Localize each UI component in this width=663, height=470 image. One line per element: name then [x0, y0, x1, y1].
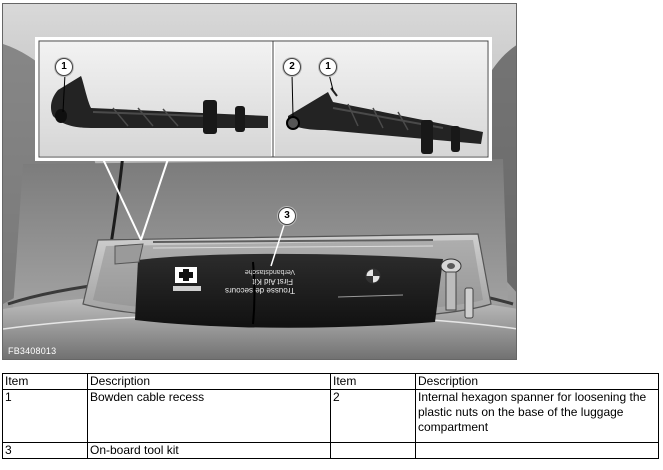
callout-1-left: 1 [55, 58, 73, 76]
cell-description: Bowden cable recess [88, 390, 331, 443]
header-description-a: Description [88, 374, 331, 390]
table-row [3, 390, 659, 443]
first-aid-text-1: Verbandstasche [244, 268, 295, 275]
cell-item: 2 [331, 390, 416, 443]
legend-table [2, 373, 659, 459]
header-item-b: Item [331, 374, 416, 390]
luggage-compartment-photo [3, 4, 517, 360]
cell-item: 1 [3, 390, 88, 443]
cell-description: Internal hexagon spanner for loosening the plastic nuts on the base of the luggage compartment [416, 390, 659, 443]
table-header-row [3, 374, 659, 390]
callout-2-right: 2 [283, 58, 301, 76]
cell-description [416, 443, 659, 459]
callout-1-right: 1 [319, 58, 337, 76]
cell-item [331, 443, 416, 459]
cell-item: 3 [3, 443, 88, 459]
first-aid-text-2: First Aid Kit [252, 277, 293, 286]
technical-photo [2, 3, 517, 360]
table-row [3, 443, 659, 459]
cell-description: On-board tool kit [88, 443, 331, 459]
header-description-b: Description [416, 374, 659, 390]
header-item-a: Item [3, 374, 88, 390]
figure-code: FB3408013 [8, 346, 57, 356]
callout-3-main: 3 [278, 207, 296, 225]
first-aid-text-3: Trousse de secours [225, 286, 295, 295]
